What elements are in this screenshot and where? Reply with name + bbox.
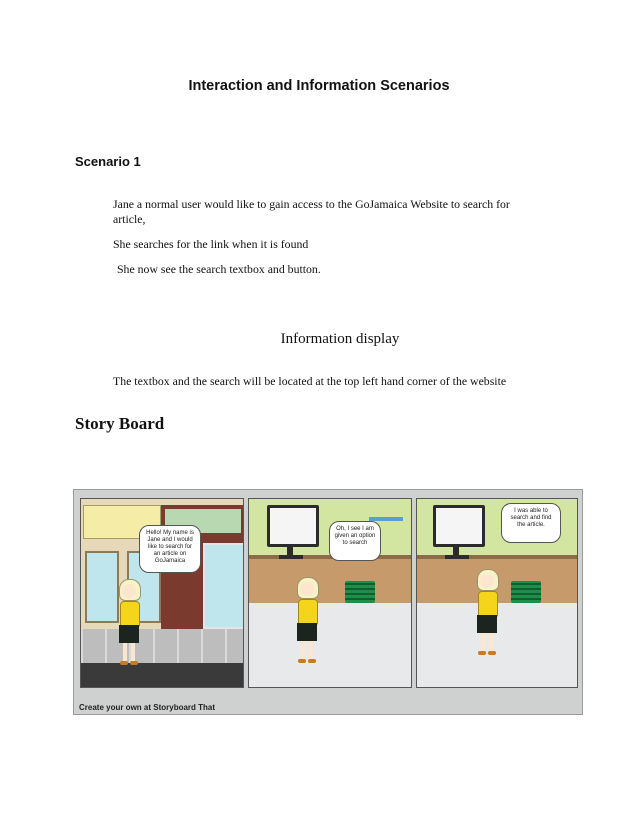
monitor-stand [287,547,293,555]
desk [249,559,411,603]
shirt [478,591,498,617]
sidewalk-lines [81,629,244,663]
shoe [308,659,316,663]
shoe [120,661,128,665]
shirt [298,599,318,625]
jane-character [295,577,319,687]
keyboard [445,555,469,559]
computer-monitor [267,505,319,547]
shirt [120,601,140,627]
scenario-heading: Scenario 1 [75,154,141,169]
skirt [297,623,317,641]
scenario-paragraph-2: She searches for the link when it is found [113,237,309,251]
storyboard-credit: Create your own at Storyboard That [79,703,216,712]
shelf [369,517,403,521]
speech-bubble: I was able to search and find the article. [501,503,561,543]
face [300,582,314,596]
face [122,584,136,598]
jane-character [475,569,499,679]
shoe [130,661,138,665]
face [480,574,494,588]
leg [309,641,313,659]
floor [249,603,411,688]
skirt [477,615,497,633]
speech-bubble: Oh, I see I am given an option to search [329,521,381,561]
information-display-text: The textbox and the search will be located at the top left hand corner of the website [113,374,507,388]
leg [481,633,485,651]
storyboard-image [73,489,583,715]
computer-monitor [433,505,485,547]
leg [123,643,127,661]
shoe [478,651,486,655]
page-title: Interaction and Information Scenarios [188,78,450,94]
leg [489,633,493,651]
shopping-basket [345,581,375,603]
leg [131,643,135,661]
shopping-basket [511,581,541,603]
shoe [298,659,306,663]
storyboard-panel-2 [248,498,412,688]
scenario-paragraph-1: Jane a normal user would like to gain access to the GoJamaica Website to search for article, [113,197,510,226]
skirt [119,625,139,643]
storyboard-heading: Story Board [75,414,165,433]
shop-window [85,551,119,623]
speech-bubble: Hello! My name is Jane and I would like to search for an article on GoJamaica [139,525,201,573]
shoe [488,651,496,655]
leg [301,641,305,659]
storyboard-panel-1 [80,498,244,688]
scenario-paragraph-3: She now see the search textbox and button. [117,262,321,276]
glass-door [203,543,244,629]
keyboard [279,555,303,559]
jane-character [117,579,141,688]
information-display-heading: Information display [280,331,400,347]
road [81,663,244,688]
monitor-stand [453,547,459,555]
storyboard-panel-3 [416,498,578,688]
